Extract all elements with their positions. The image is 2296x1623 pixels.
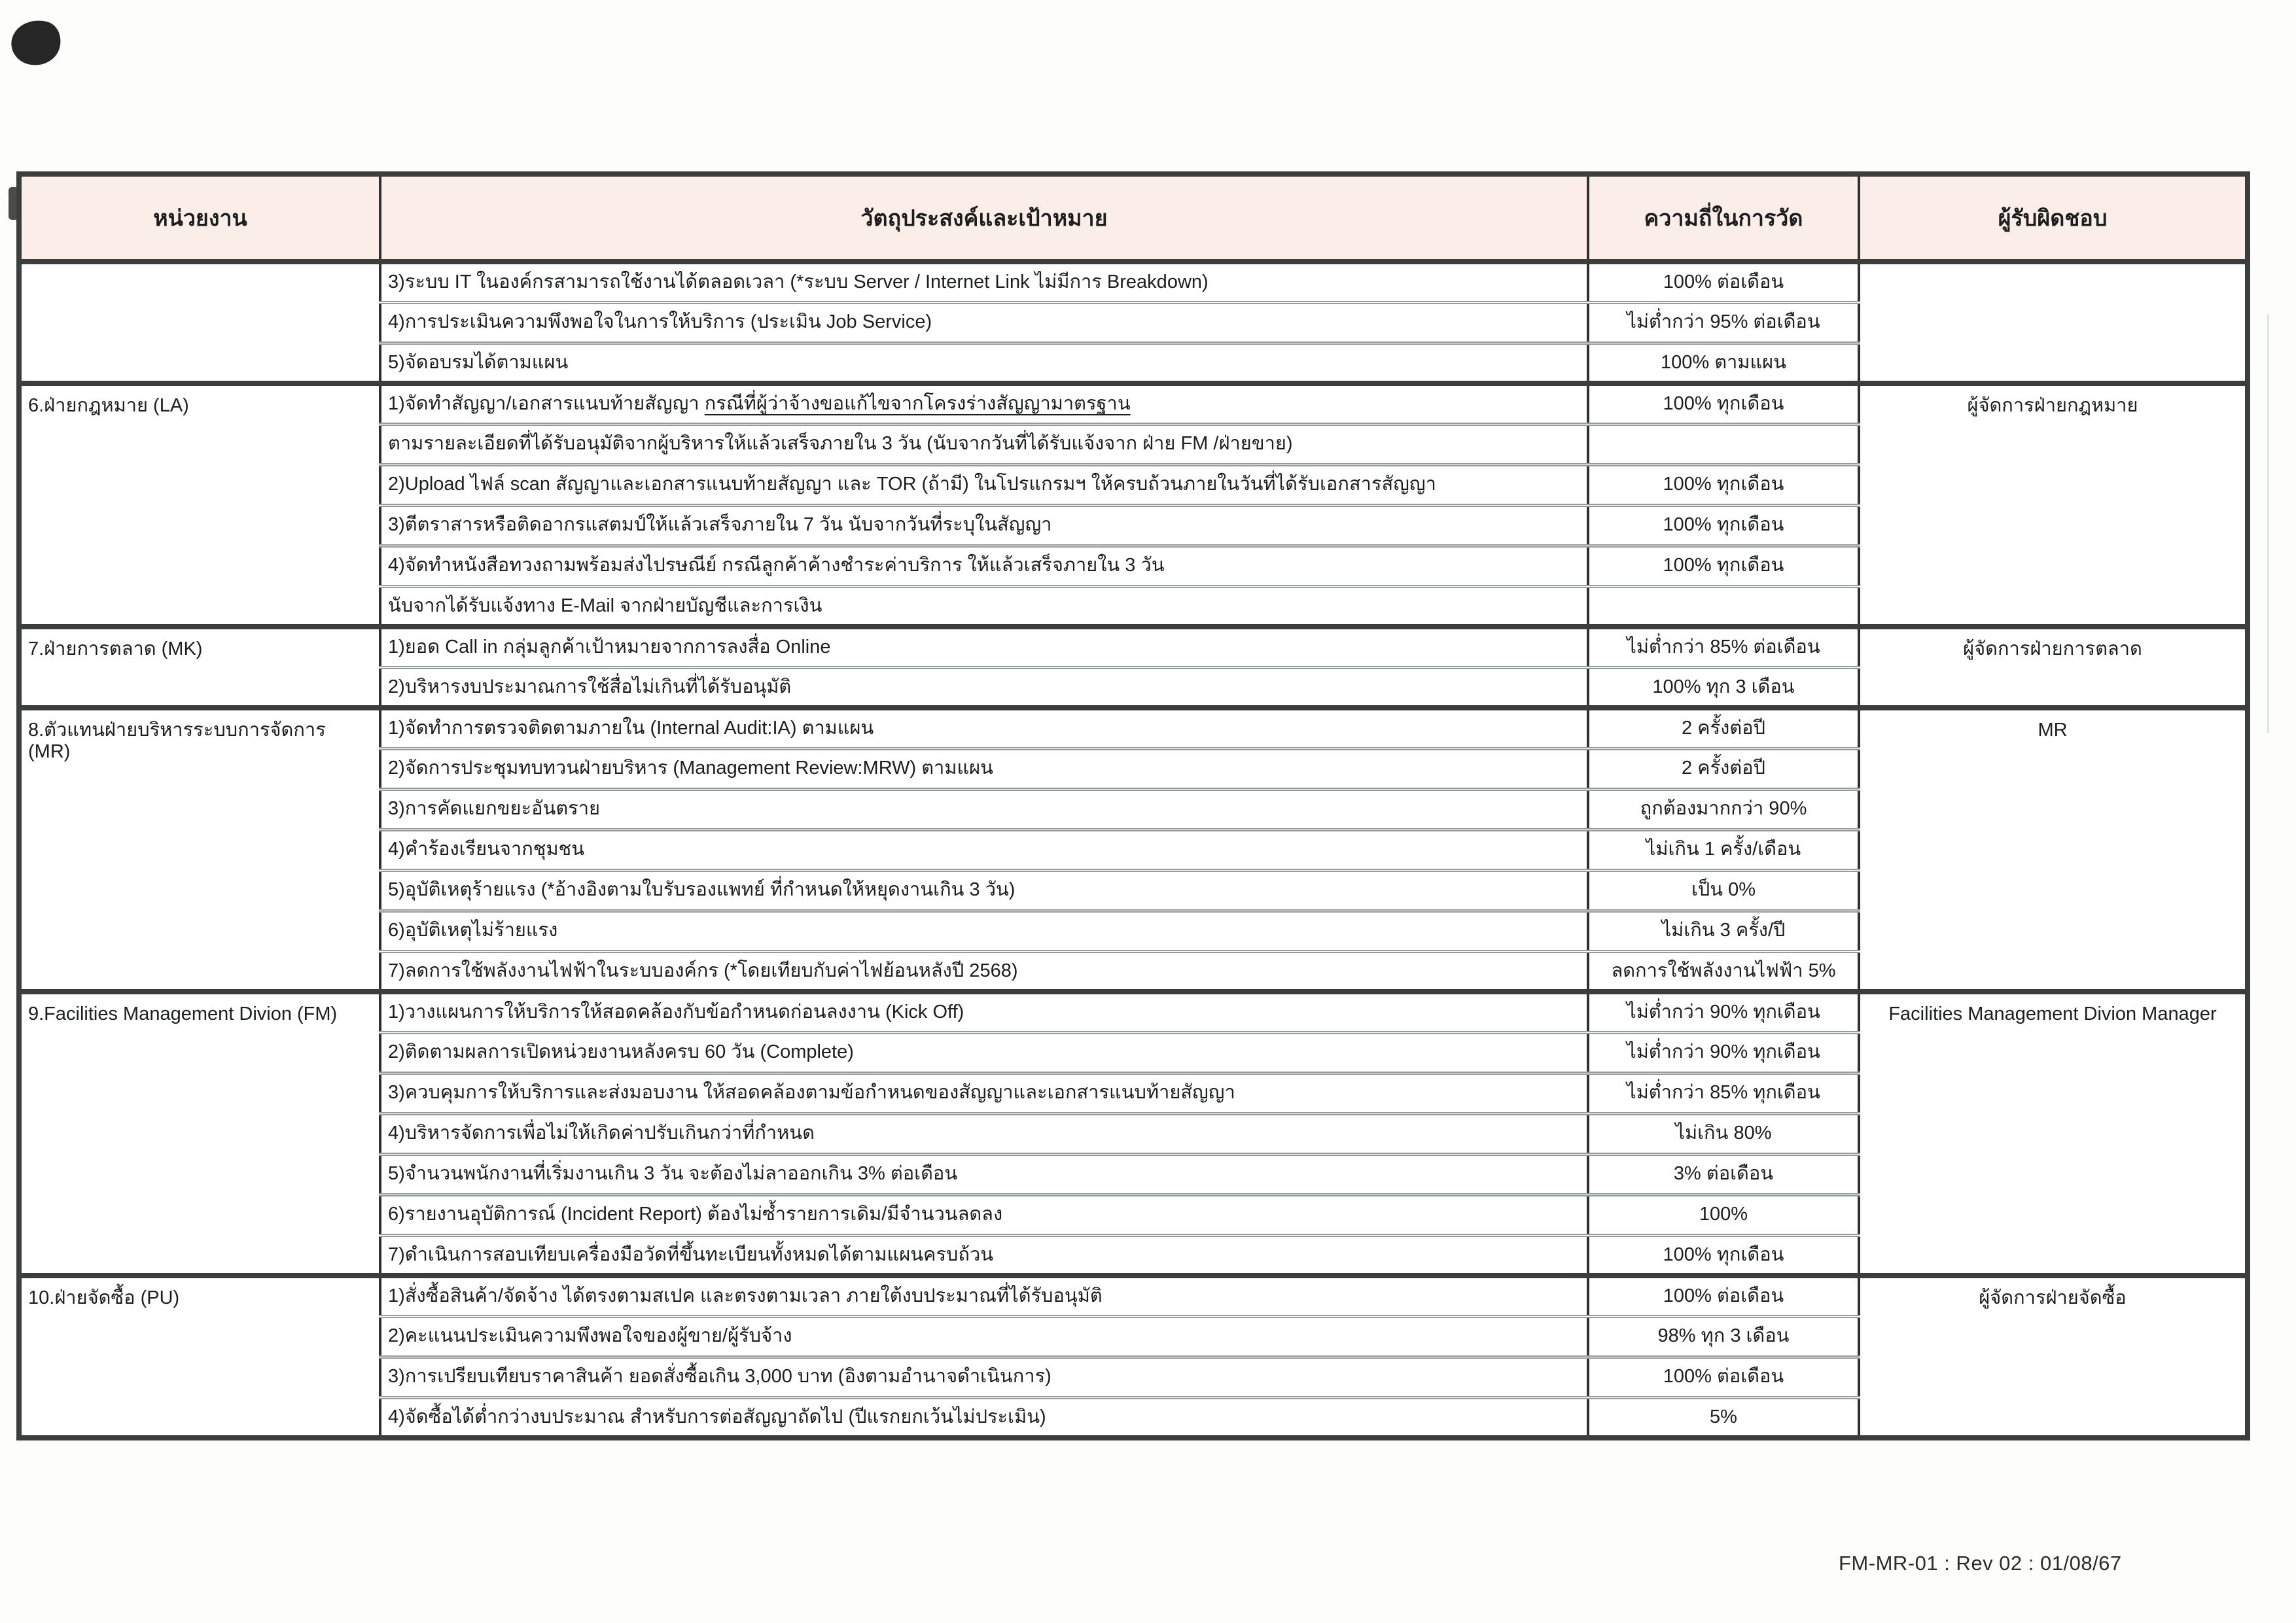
objective-cell: 2)บริหารงบประมาณการใช้สื่อไม่เกินที่ได้รับอนุมัติ bbox=[380, 667, 1588, 708]
table-header-row bbox=[19, 174, 2248, 262]
objective-cell: 1)ยอด Call in กลุ่มลูกค้าเป้าหมายจากการลงสื่อ Online bbox=[380, 627, 1588, 667]
col-header-department: หน่วยงาน bbox=[19, 174, 380, 262]
table-row bbox=[19, 627, 2248, 667]
frequency-cell: 100% bbox=[1588, 1195, 1859, 1235]
responsible-cell: ผู้จัดการฝ่ายการตลาด bbox=[1859, 627, 2248, 708]
objective-cell: 2)Upload ไฟล์ scan สัญญาและเอกสารแนบท้ายสัญญา และ TOR (ถ้ามี) ในโปรแกรมฯ ให้ครบถ้วนภายในวันที่ได้รับเอกสารสัญญา bbox=[380, 464, 1588, 505]
objective-cell: 3)ควบคุมการให้บริการและส่งมอบงาน ให้สอดคล้องตามข้อกำหนดของสัญญาและเอกสารแนบท้ายสัญญา bbox=[380, 1073, 1588, 1113]
col-header-responsible: ผู้รับผิดชอบ bbox=[1859, 174, 2248, 262]
table-row bbox=[19, 1276, 2248, 1316]
frequency-cell: เป็น 0% bbox=[1588, 870, 1859, 911]
frequency-cell: 100% ต่อเดือน bbox=[1588, 1357, 1859, 1397]
objective-underlined-text: กรณีที่ผู้ว่าจ้างขอแก้ไขจากโครงร่างสัญญามาตรฐาน bbox=[704, 393, 1131, 415]
col-header-objectives: วัตถุประสงค์และเป้าหมาย bbox=[380, 174, 1588, 262]
objective-cell: 4)จัดซื้อได้ต่ำกว่างบประมาณ สำหรับการต่อสัญญาถัดไป (ปีแรกยกเว้นไม่ประเมิน) bbox=[380, 1397, 1588, 1438]
table-row bbox=[19, 262, 2248, 302]
frequency-cell: ไม่ต่ำกว่า 95% ต่อเดือน bbox=[1588, 302, 1859, 343]
responsible-cell: ผู้จัดการฝ่ายกฎหมาย bbox=[1859, 383, 2248, 627]
frequency-cell: ไม่ต่ำกว่า 85% ต่อเดือน bbox=[1588, 627, 1859, 667]
frequency-cell: ถูกต้องมากกว่า 90% bbox=[1588, 789, 1859, 829]
objective-cell: ตามรายละเอียดที่ได้รับอนุมัติจากผู้บริหารให้แล้วเสร็จภายใน 3 วัน (นับจากวันที่ได้รับแจ้งจาก ฝ่าย FM /ฝ่ายขาย) bbox=[380, 424, 1588, 464]
department-cell: 7.ฝ่ายการตลาด (MK) bbox=[19, 627, 380, 708]
objective-cell: 5)จัดอบรมได้ตามแผน bbox=[380, 343, 1588, 383]
table-row bbox=[19, 383, 2248, 424]
col-header-frequency: ความถี่ในการวัด bbox=[1588, 174, 1859, 262]
kpi-objectives-table bbox=[16, 171, 2250, 1440]
objective-cell: 5)จำนวนพนักงานที่เริ่มงานเกิน 3 วัน จะต้องไม่ลาออกเกิน 3% ต่อเดือน bbox=[380, 1154, 1588, 1195]
frequency-cell: 3% ต่อเดือน bbox=[1588, 1154, 1859, 1195]
objective-cell: 1)สั่งซื้อสินค้า/จัดจ้าง ได้ตรงตามสเปค และตรงตามเวลา ภายใต้งบประมาณที่ได้รับอนุมัติ bbox=[380, 1276, 1588, 1316]
responsible-cell bbox=[1859, 262, 2248, 383]
frequency-cell bbox=[1588, 424, 1859, 464]
frequency-cell: 100% ทุกเดือน bbox=[1588, 383, 1859, 424]
objective-cell: 1)วางแผนการให้บริการให้สอดคล้องกับข้อกำหนดก่อนลงงาน (Kick Off) bbox=[380, 992, 1588, 1032]
document-reference-footer: FM-MR-01 : Rev 02 : 01/08/67 bbox=[1839, 1552, 2122, 1575]
frequency-cell: 100% ทุก 3 เดือน bbox=[1588, 667, 1859, 708]
objective-cell: นับจากได้รับแจ้งทาง E-Mail จากฝ่ายบัญชีและการเงิน bbox=[380, 586, 1588, 627]
frequency-cell: ไม่เกิน 1 ครั้ง/เดือน bbox=[1588, 829, 1859, 870]
objective-cell: 6)รายงานอุบัติการณ์ (Incident Report) ต้องไม่ซ้ำรายการเดิม/มีจำนวนลดลง bbox=[380, 1195, 1588, 1235]
frequency-cell: ไม่ต่ำกว่า 90% ทุกเดือน bbox=[1588, 992, 1859, 1032]
frequency-cell: 100% ทุกเดือน bbox=[1588, 505, 1859, 546]
department-cell bbox=[19, 262, 380, 383]
objective-cell: 2)จัดการประชุมทบทวนฝ่ายบริหาร (Management Review:MRW) ตามแผน bbox=[380, 748, 1588, 789]
objective-cell: 2)คะแนนประเมินความพึงพอใจของผู้ขาย/ผู้รับจ้าง bbox=[380, 1316, 1588, 1357]
frequency-cell bbox=[1588, 586, 1859, 627]
objective-cell: 1)จัดทำการตรวจติดตามภายใน (Internal Audit:IA) ตามแผน bbox=[380, 708, 1588, 748]
frequency-cell: ไม่ต่ำกว่า 85% ทุกเดือน bbox=[1588, 1073, 1859, 1113]
frequency-cell: 100% ทุกเดือน bbox=[1588, 1235, 1859, 1276]
objective-cell: 1)จัดทำสัญญา/เอกสารแนบท้ายสัญญา กรณีที่ผู้ว่าจ้างขอแก้ไขจากโครงร่างสัญญามาตรฐาน bbox=[380, 383, 1588, 424]
objective-cell: 3)การเปรียบเทียบราคาสินค้า ยอดสั่งซื้อเกิน 3,000 บาท (อิงตามอำนาจดำเนินการ) bbox=[380, 1357, 1588, 1397]
frequency-cell: 100% ต่อเดือน bbox=[1588, 262, 1859, 302]
department-cell: 10.ฝ่ายจัดซื้อ (PU) bbox=[19, 1276, 380, 1438]
objective-cell: 3)การคัดแยกขยะอันตราย bbox=[380, 789, 1588, 829]
objective-cell: 4)คำร้องเรียนจากชุมชน bbox=[380, 829, 1588, 870]
objective-cell: 3)ตีตราสารหรือติดอากรแสตมป์ให้แล้วเสร็จภายใน 7 วัน นับจากวันที่ระบุในสัญญา bbox=[380, 505, 1588, 546]
objective-cell: 4)การประเมินความพึงพอใจในการให้บริการ (ประเมิน Job Service) bbox=[380, 302, 1588, 343]
frequency-cell: 5% bbox=[1588, 1397, 1859, 1438]
scan-line-artifact bbox=[2267, 314, 2269, 733]
department-cell: 6.ฝ่ายกฎหมาย (LA) bbox=[19, 383, 380, 627]
frequency-cell: 100% ทุกเดือน bbox=[1588, 464, 1859, 505]
responsible-cell: MR bbox=[1859, 708, 2248, 992]
frequency-cell: ไม่เกิน 3 ครั้ง/ปี bbox=[1588, 911, 1859, 951]
department-cell: 8.ตัวแทนฝ่ายบริหารระบบการจัดการ (MR) bbox=[19, 708, 380, 992]
table-row bbox=[19, 708, 2248, 748]
frequency-cell: ไม่ต่ำกว่า 90% ทุกเดือน bbox=[1588, 1032, 1859, 1073]
frequency-cell: 100% ทุกเดือน bbox=[1588, 546, 1859, 586]
frequency-cell: ลดการใช้พลังงานไฟฟ้า 5% bbox=[1588, 951, 1859, 992]
objective-cell: 4)บริหารจัดการเพื่อไม่ให้เกิดค่าปรับเกินกว่าที่กำหนด bbox=[380, 1113, 1588, 1154]
responsible-cell: Facilities Management Divion Manager bbox=[1859, 992, 2248, 1276]
table-row bbox=[19, 992, 2248, 1032]
objective-cell: 3)ระบบ IT ในองค์กรสามารถใช้งานได้ตลอดเวลา (*ระบบ Server / Internet Link ไม่มีการ Breakdown) bbox=[380, 262, 1588, 302]
frequency-cell: 100% ต่อเดือน bbox=[1588, 1276, 1859, 1316]
frequency-cell: 98% ทุก 3 เดือน bbox=[1588, 1316, 1859, 1357]
objective-cell: 5)อุบัติเหตุร้ายแรง (*อ้างอิงตามใบรับรองแพทย์ ที่กำหนดให้หยุดงานเกิน 3 วัน) bbox=[380, 870, 1588, 911]
frequency-cell: 2 ครั้งต่อปี bbox=[1588, 708, 1859, 748]
frequency-cell: 2 ครั้งต่อปี bbox=[1588, 748, 1859, 789]
objective-cell: 7)ลดการใช้พลังงานไฟฟ้าในระบบองค์กร (*โดยเทียบกับค่าไฟย้อนหลังปี 2568) bbox=[380, 951, 1588, 992]
frequency-cell: ไม่เกิน 80% bbox=[1588, 1113, 1859, 1154]
objective-cell: 6)อุบัติเหตุไม่ร้ายแรง bbox=[380, 911, 1588, 951]
responsible-cell: ผู้จัดการฝ่ายจัดซื้อ bbox=[1859, 1276, 2248, 1438]
objective-cell: 7)ดำเนินการสอบเทียบเครื่องมือวัดที่ขึ้นทะเบียนทั้งหมดได้ตามแผนครบถ้วน bbox=[380, 1235, 1588, 1276]
scan-ink-artifact bbox=[7, 14, 65, 71]
frequency-cell: 100% ตามแผน bbox=[1588, 343, 1859, 383]
objective-cell: 4)จัดทำหนังสือทวงถามพร้อมส่งไปรษณีย์ กรณีลูกค้าค้างชำระค่าบริการ ให้แล้วเสร็จภายใน 3 วัน bbox=[380, 546, 1588, 586]
department-cell: 9.Facilities Management Divion (FM) bbox=[19, 992, 380, 1276]
objective-cell: 2)ติดตามผลการเปิดหน่วยงานหลังครบ 60 วัน (Complete) bbox=[380, 1032, 1588, 1073]
